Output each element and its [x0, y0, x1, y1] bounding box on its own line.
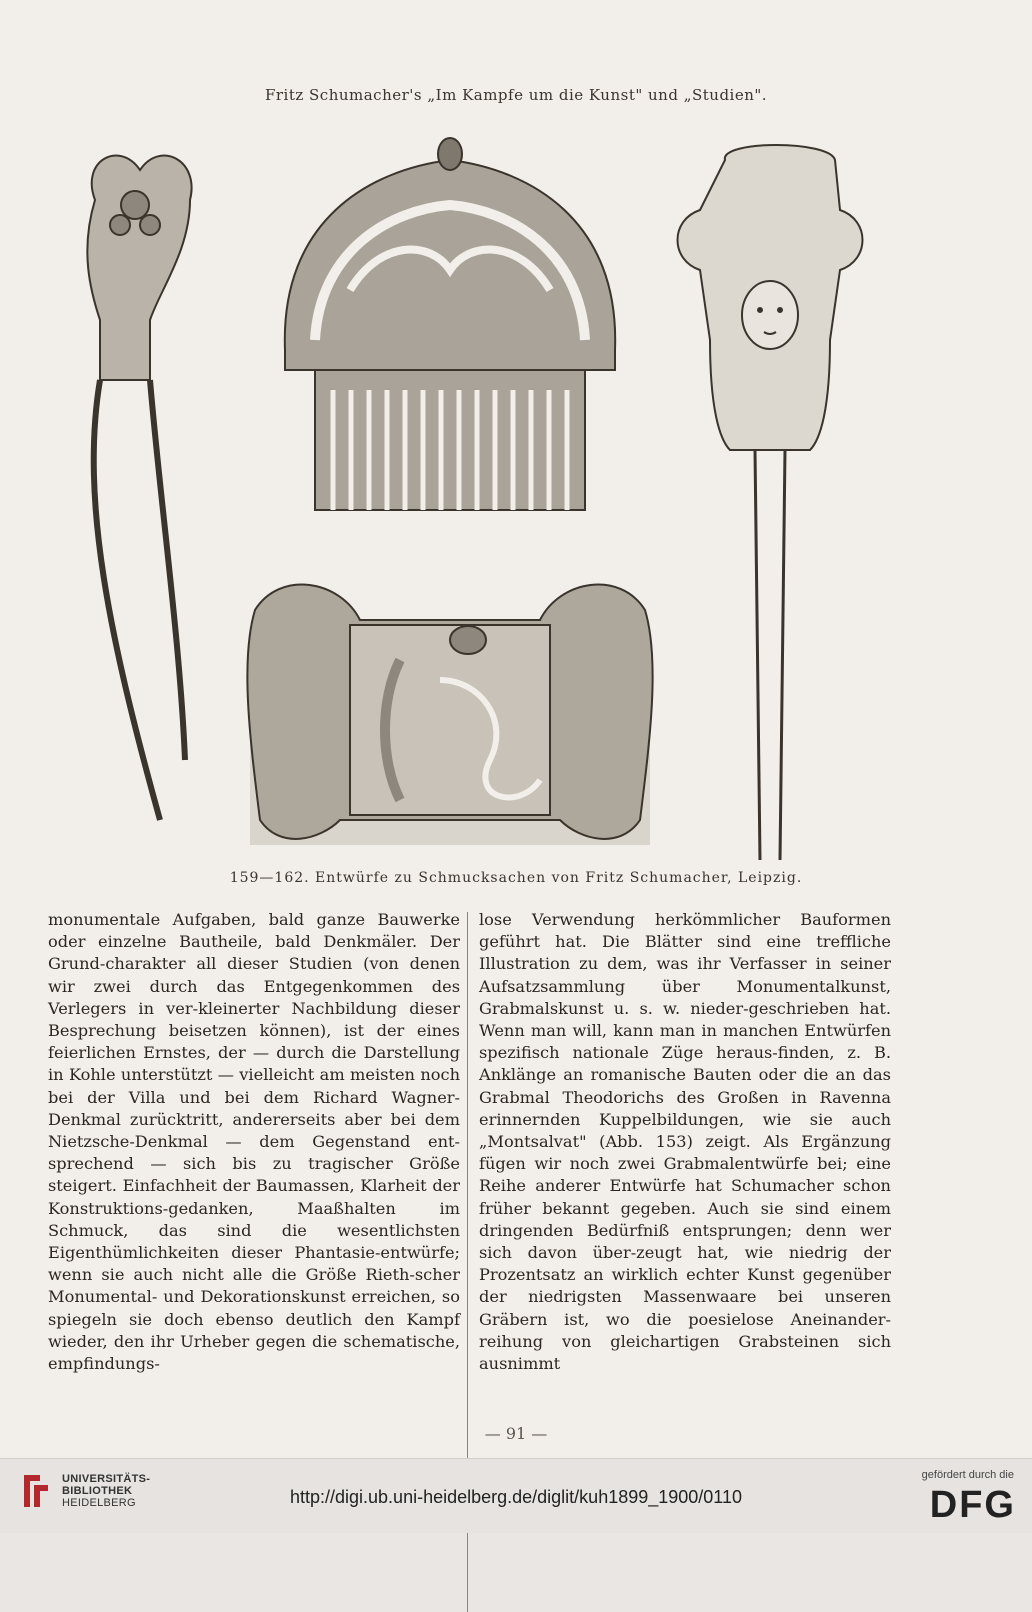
comb-drawing — [285, 138, 615, 510]
text-column-left — [48, 909, 460, 1375]
page-number: — 91 — — [484, 1424, 548, 1443]
text-column-right — [479, 909, 891, 1375]
hairpin-left-drawing — [87, 156, 191, 820]
viewer-footer — [0, 1458, 1032, 1533]
paragraph-right: lose Verwendung herkömmlicher Bauformen geführt hat. Die Blätter sind eine treffliche Illustration zu dem, was ihr Verfasser in seiner Aufsatzsammlung über Monumentalkunst, Grabmalskunst u. s. w. nieder-geschrieben hat. Wenn man will, kann man in manchen Entwürfen spezifisch nationale Züge heraus-finden, z. B. Anklänge an romanische Bauten oder die an das Grabmal Theodorichs des Großen in Ravenna erinnernden Kuppelbildungen, wie sie auch „Montsalvat" (Abb. 153) zeigt. Als Ergänzung fügen wir noch zwei Grabmalentwürfe bei; eine Reihe anderer Entwürfe hat Schumacher schon früher bekannt gegeben. Auch sie sind einem dringenden Bedürfniß entsprungen; denn wer sich davon über-zeugt hat, wie niedrig der Prozentsatz an wirklich echter Kunst gegenüber der niedrigsten Massenwaare bei unseren Gräbern ist, wo die poesielose Aneinander-reihung von gleichartigen Grabsteinen sich ausnimmt — [479, 910, 891, 1374]
funding-label: gefördert durch die — [921, 1469, 1014, 1481]
permalink-url[interactable]: http://digi.ub.uni-heidelberg.de/diglit/kuh1899_1900/0110 — [289, 1487, 743, 1507]
buckle-drawing — [247, 585, 652, 845]
figure-caption: 159—162. Entwürfe zu Schmucksachen von Fritz Schumacher, Leipzig. — [229, 870, 803, 886]
dfg-logo[interactable]: DFG — [929, 1484, 1016, 1526]
jewellery-illustration — [40, 120, 1000, 880]
library-name[interactable]: UNIVERSITÄTS- BIBLIOTHEK HEIDELBERG — [62, 1473, 151, 1509]
hairpin-right-drawing — [678, 145, 863, 860]
paragraph-left: monumentale Aufgaben, bald ganze Bauwerke oder einzelne Bautheile, bald Denkmäler. Der Grund-charakter all dieser Studien (von denen wir zwei durch das Entgegenkommen des Verlegers in ver-kleinerter Nachbildung dieser Besprechung beisetzen können), ist der eines feierlichen Ernstes, der — durch die Darstellung in Kohle unterstützt — vielleicht am meisten noch bei der Villa und bei dem Richard Wagner-Denkmal zurücktritt, andererseits aber bei dem Nietzsche-Denkmal — dem Gegenstand ent-sprechend — sich bis zu tragischer Größe steigert. Einfachheit der Baumassen, Klarheit der Konstruktions-gedanken, Maaßhalten im Schmuck, das sind die wesentlichsten Eigenthümlichkeiten dieser Phantasie-entwürfe; wenn sie auch nicht alle die Größe Rieth-scher Monumental- und Dekorationskunst erreichen, so spiegeln sie doch ebenso deutlich den Kampf wieder, den ihr Urheber gegen die schematische, empfindungs- — [48, 910, 460, 1374]
running-head: Fritz Schumacher's „Im Kampfe um die Kunst" und „Studien". — [264, 86, 768, 104]
